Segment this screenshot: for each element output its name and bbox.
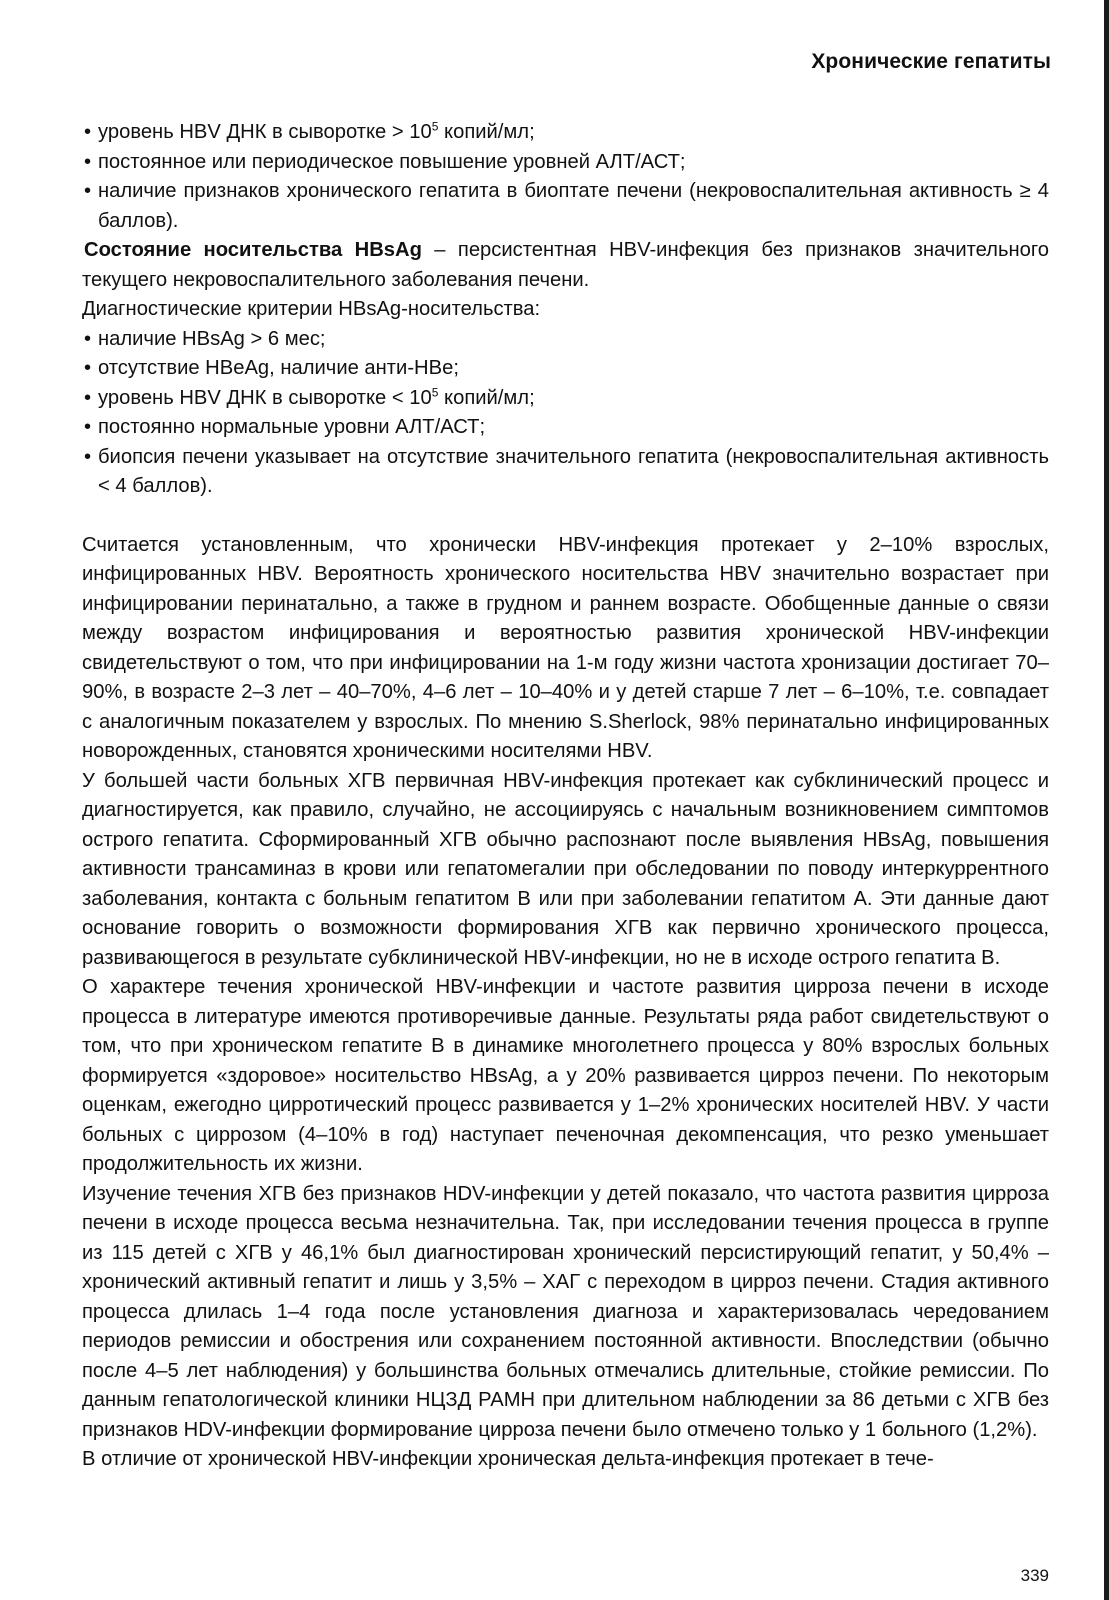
carrier-lead: Состояние носительства HBsAg	[84, 239, 422, 261]
list-item: • наличие HBsAg > 6 мес;	[82, 325, 1049, 355]
list-item	[82, 384, 1049, 414]
list-item-text: копий/мл;	[438, 121, 535, 143]
criteria-heading: Диагностические критерии HBsAg-носительства:	[82, 298, 541, 320]
body-paragraph: Изучение течения ХГВ без признаков HDV-инфекции у детей показало, что частота развития цирроза печени в исходе процесса весьма незначительна. Так, при исследовании течения процесса в группе из 115 детей с ХГВ у 46,1% был диагностирован хронический персистирующий гепатит, у 50,4% – хронический активный гепатит и лишь у 3,5% – ХАГ с переходом в цирроз печени. Стадия активного процесса длилась 1–4 года после установления диагноза и характеризовалась чередованием периодов ремиссии и обострения или сохранением постоянной активности. Впоследствии (обычно после 4–5 лет наблюдения) у большинства больных отмечались длительные, стойкие ремиссии. По данным гепатологической клиники НЦЗД РАМН при длительном наблюдении за 86 детьми с ХГВ без признаков HDV-инфекции формирование цирроза печени было отмечено только у 1 больного (1,2%).	[82, 1182, 1049, 1441]
list-item-text: уровень HBV ДНК в сыворотке < 10	[98, 386, 432, 409]
page-content	[82, 118, 1049, 1475]
body-paragraph: Считается установленным, что хронически HBV-инфекция протекает у 2–10% взрослых, инфицированных HBV. Вероятность хронического носительства HBV значительно возрастает при инфицировании перинатально, а также в грудном и раннем возрасте. Обобщенные данные о связи между возрастом инфицирования и вероятностью развития хронической HBV-инфекции свидетельствуют о том, что при инфицировании на 1-м году жизни частота хронизации достигает 70–90%, в возрасте 2–3 лет – 40–70%, 4–6 лет – 10–40% и у детей старше 7 лет – 6–10%, т.е. совпадает с аналогичным показателем у взрослых. По мнению S.Sherlock, 98% перинатально инфицированных новорожденных, становятся хроническими носителями HBV.	[82, 533, 1049, 762]
list-item: • постоянно нормальные уровни АЛТ/АСТ;	[82, 413, 1049, 443]
body-paragraph: В отличие от хронической HBV-инфекции хроническая дельта-инфекция протекает в тече-	[82, 1448, 934, 1470]
page-edge-rule	[1104, 0, 1109, 1600]
list-item-text: копий/мл;	[438, 386, 535, 409]
superscript: 5	[431, 119, 439, 134]
running-title: Хронические гепатиты	[811, 50, 1051, 73]
list-item: • постоянное или периодическое повышение уровней АЛТ/АСТ;	[82, 148, 1049, 178]
list-item-text: уровень HBV ДНК в сыворотке > 10	[98, 121, 432, 143]
bullet-list-top	[82, 118, 1049, 236]
list-item: • наличие признаков хронического гепатита в биоптате печени (некровоспалительная активность ≥ 4 баллов).	[82, 177, 1049, 236]
carrier-paragraph	[82, 236, 1049, 295]
bullet-list-criteria	[82, 325, 1049, 502]
section-gap	[82, 502, 1049, 531]
body-paragraph: О характере течения хронической HBV-инфекции и частоте развития цирроза печени в исходе процесса в литературе имеются противоречивые данные. Результаты ряда работ свидетельствуют о том, что при хроническом гепатите В в динамике многолетнего процесса у 80% взрослых больных формируется «здоровое» носительство HBsAg, а у 20% развивается цирроз печени. По некоторым оценкам, ежегодно цирротический процесс развивается у 1–2% хронических носителей HBV. У части больных с циррозом (4–10% в год) наступает печеночная декомпенсация, что резко уменьшает продолжительность их жизни.	[82, 976, 1049, 1175]
list-item: • биопсия печени указывает на отсутствие значительного гепатита (некровоспалительная активность < 4 баллов).	[82, 443, 1049, 502]
page-number: 339	[1020, 1566, 1049, 1585]
superscript: 5	[431, 384, 439, 399]
list-item	[82, 118, 1049, 148]
carrier-text: – персистентная HBV-инфекция без признаков значительного текущего некровоспалительного заболевания печени.	[82, 239, 1049, 291]
list-item: • отсутствие HBeAg, наличие анти-HBe;	[82, 354, 1049, 384]
body-paragraph: У большей части больных ХГВ первичная HBV-инфекция протекает как субклинический процесс и диагностируется, как правило, случайно, не ассоциируясь с начальным возникновением симптомов острого гепатита. Сформированный ХГВ обычно распознают после выявления HBsAg, повышения активности трансаминаз в крови или гепатомегалии при обследовании по поводу интеркуррентного заболевания, контакта с больным гепатитом В или при заболевании гепатитом А. Эти данные дают основание говорить о возможности формирования ХГВ как первично хронического процесса, развивающегося в результате субклинической HBV-инфекции, но не в исходе острого гепатита В.	[82, 769, 1049, 969]
